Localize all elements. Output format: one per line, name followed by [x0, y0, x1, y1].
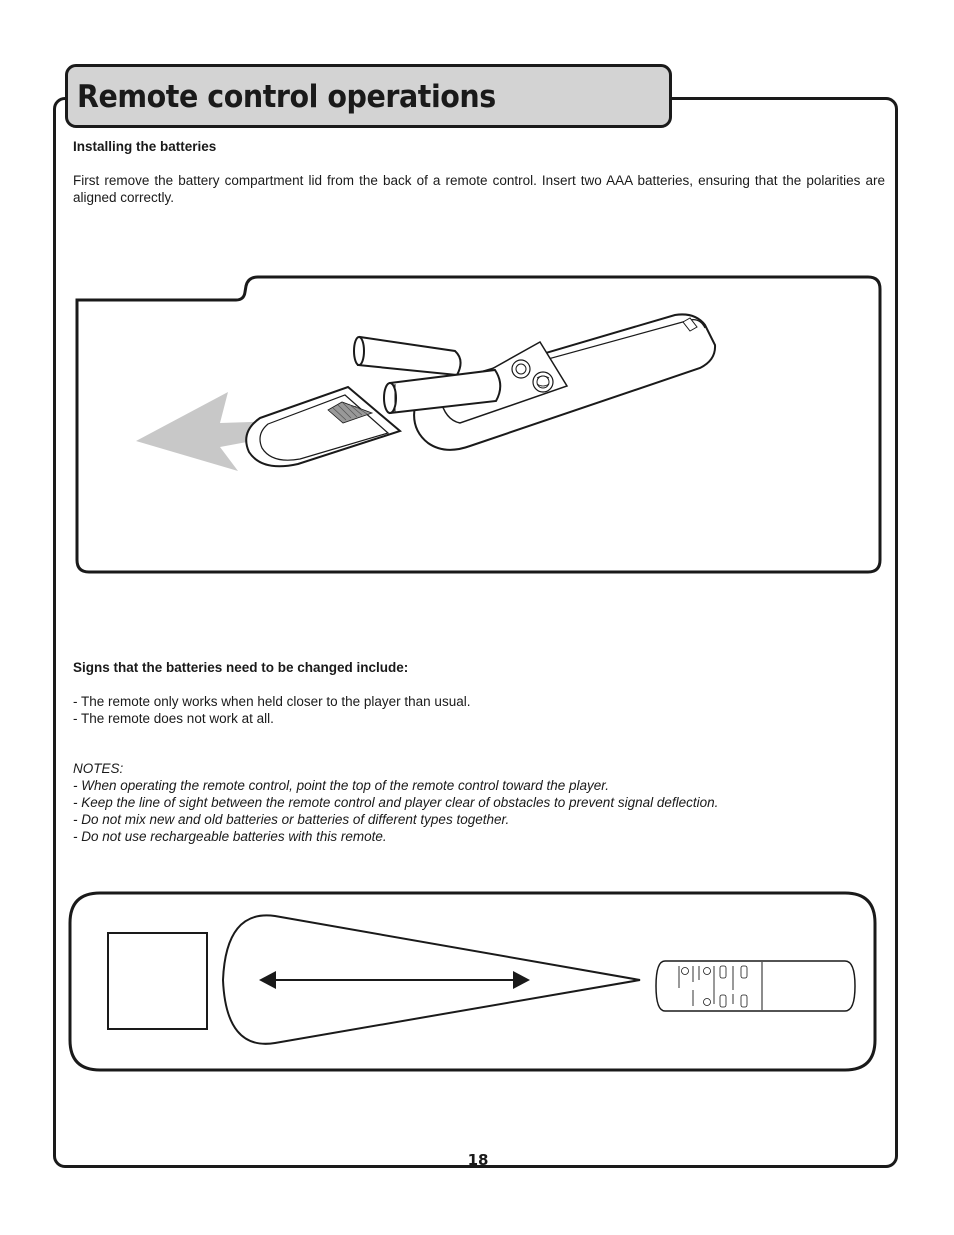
list-item: - When operating the remote control, point the top of the remote control toward the player. [73, 778, 610, 793]
signs-heading: Signs that the batteries need to be changed include: [73, 660, 409, 675]
player-box [108, 933, 207, 1029]
installing-body: First remove the battery compartment lid from the back of a remote control. Insert two AAA batteries, ensuring that the polarities are aligned correctly. [73, 173, 885, 205]
notes-heading: NOTES: [73, 761, 124, 776]
remote-control-icon [656, 961, 855, 1011]
list-item: - Keep the line of sight between the remote control and player clear of obstacles to prevent signal deflection. [73, 795, 719, 810]
list-item: - The remote does not work at all. [73, 711, 274, 726]
page-number: 18 [467, 1151, 489, 1169]
list-item: - Do not mix new and old batteries or batteries of different types together. [73, 812, 510, 827]
list-item: - Do not use rechargeable batteries with this remote. [73, 829, 387, 844]
installing-heading: Installing the batteries [73, 139, 217, 154]
list-item: - The remote only works when held closer to the player than usual. [73, 694, 471, 709]
page-title: Remote control operations [77, 79, 496, 115]
